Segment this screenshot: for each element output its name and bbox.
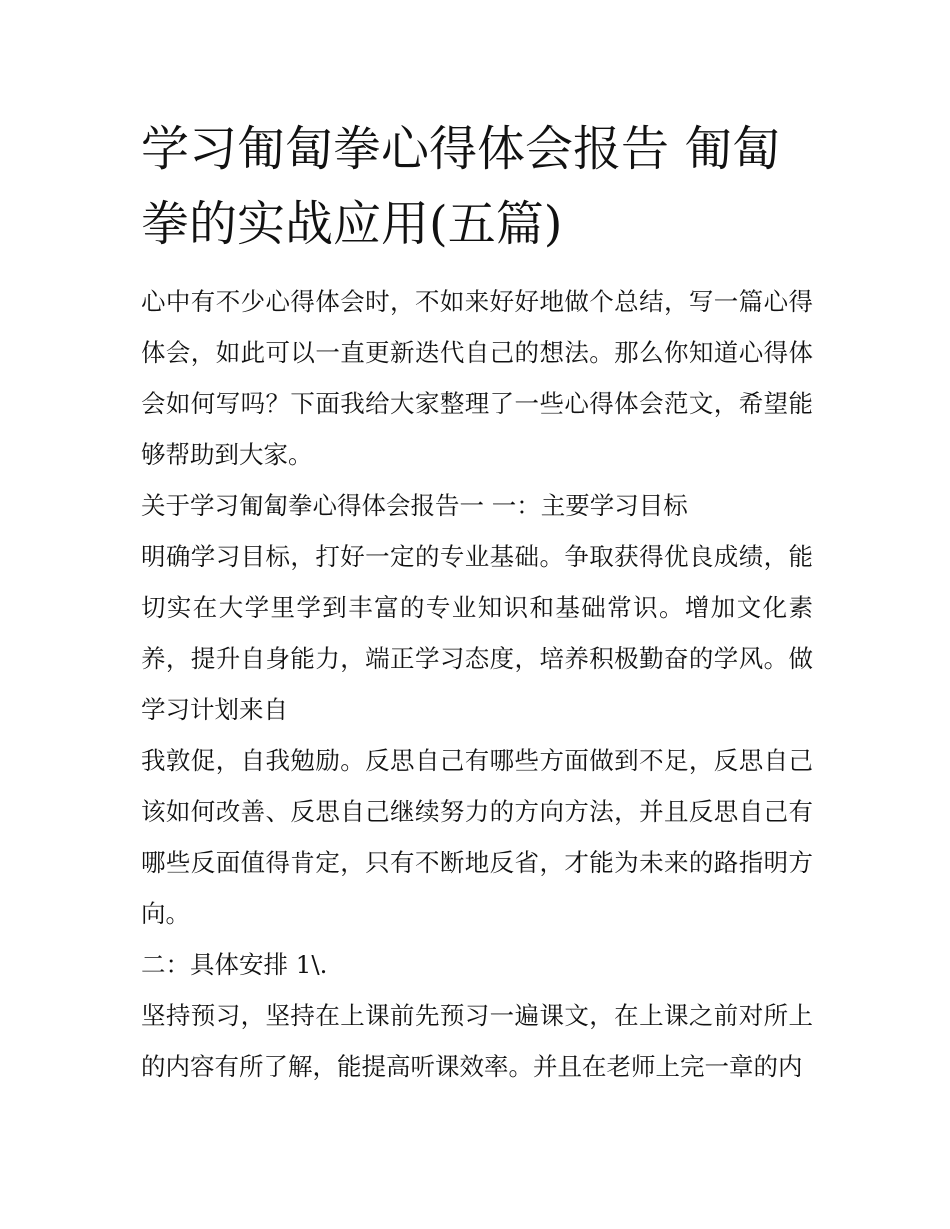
document-title: 学习匍匐拳心得体会报告 匍匐拳的实战应用(五篇) — [141, 121, 781, 252]
paragraph-intro: 心中有不少心得体会时，不如来好好地做个总结，写一篇心得体会，如此可以一直更新迭代自己的想法。那么你知道心得体会如何写吗？下面我给大家整理了一些心得体会范文，希望能够帮助到大家。 — [141, 287, 813, 469]
paragraph-self-reflection: 我敦促，自我勉励。反思自己有哪些方面做到不足，反思自己该如何改善、反思自己继续努力的方向方法，并且反思自己有哪些反面值得肯定，只有不断地反省，才能为未来的路指明方向。 — [141, 746, 813, 928]
paragraph-study-goals: 明确学习目标，打好一定的专业基础。争取获得优良成绩，能切实在大学里学到丰富的专业知识和基础常识。增加文化素养，提升自身能力，端正学习态度，培养积极勤奋的学风。做学习计划来自 — [141, 542, 813, 724]
paragraph-arrangement-heading: 二：具体安排 1\. — [141, 950, 328, 979]
paragraph-preview: 坚持预习，坚持在上课前先预习一遍课文，在上课之前对所上的内容有所了解，能提高听课效率。并且在老师上完一章的内 — [141, 1001, 813, 1081]
document-page — [141, 112, 813, 1092]
paragraph-section-heading: 关于学习匍匐拳心得体会报告一 一：主要学习目标 — [141, 491, 688, 520]
document-body — [141, 276, 813, 1092]
